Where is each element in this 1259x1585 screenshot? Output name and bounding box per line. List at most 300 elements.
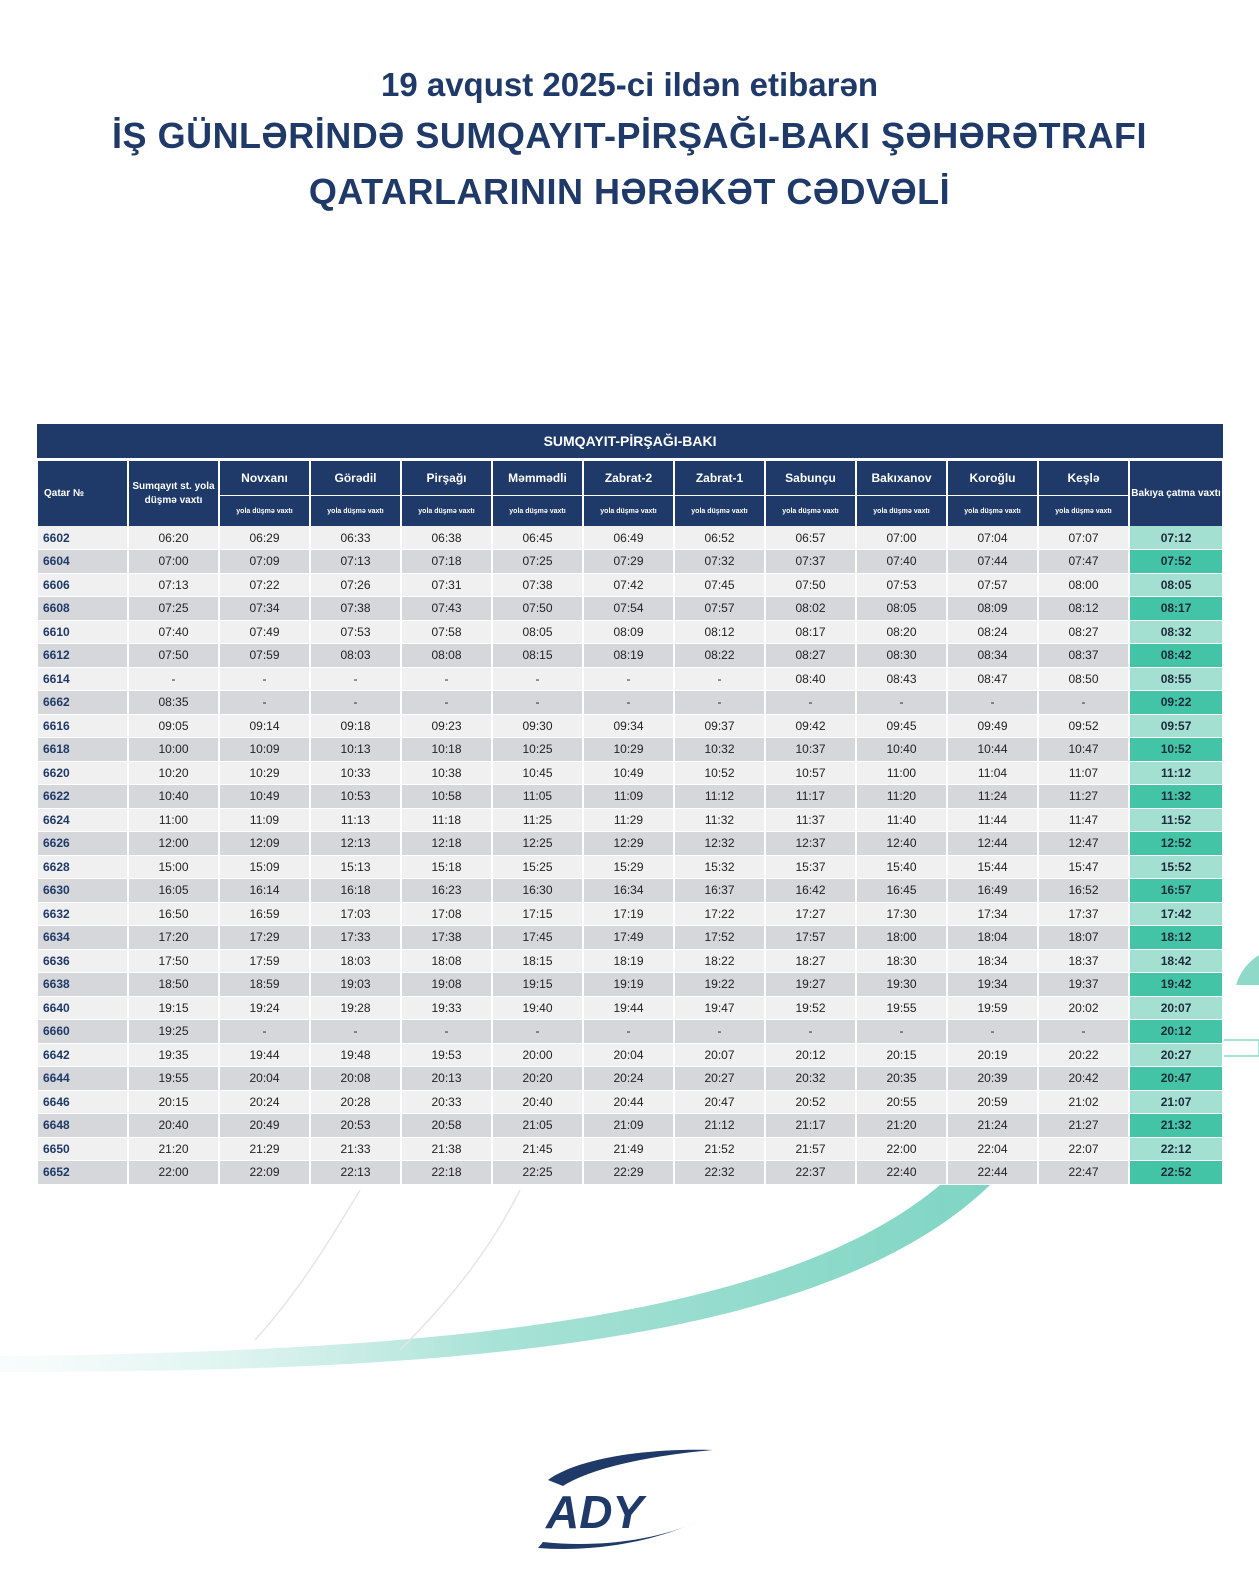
schedule-body xyxy=(37,526,1223,1184)
arrival-time: 11:12 xyxy=(1129,761,1223,785)
departure-time: 18:03 xyxy=(310,949,401,973)
departure-time: 20:39 xyxy=(947,1067,1038,1091)
departure-time: 16:50 xyxy=(128,902,219,926)
schedule-table xyxy=(36,424,1224,1185)
departure-time: 07:40 xyxy=(128,620,219,644)
arrival-time: 22:12 xyxy=(1129,1137,1223,1161)
departure-time: 17:22 xyxy=(674,902,765,926)
departure-time: 11:05 xyxy=(492,785,583,809)
train-number-header: Qatar № xyxy=(37,460,128,527)
departure-time: 21:24 xyxy=(947,1114,1038,1138)
train-number: 6636 xyxy=(37,949,128,973)
station-subheader: yola düşmə vaxtı xyxy=(856,496,947,527)
departure-time: 08:05 xyxy=(492,620,583,644)
departure-time: 10:09 xyxy=(219,738,310,762)
departure-time: 17:08 xyxy=(401,902,492,926)
departure-time: 22:40 xyxy=(856,1161,947,1185)
departure-time: 19:35 xyxy=(128,1043,219,1067)
departure-time: 07:00 xyxy=(128,550,219,574)
train-number: 6616 xyxy=(37,714,128,738)
departure-time: 16:23 xyxy=(401,879,492,903)
departure-time: 16:49 xyxy=(947,879,1038,903)
departure-time: 17:20 xyxy=(128,926,219,950)
departure-time: 07:53 xyxy=(856,573,947,597)
departure-time: 20:12 xyxy=(765,1043,856,1067)
departure-time: 18:34 xyxy=(947,949,1038,973)
departure-time: 19:37 xyxy=(1038,973,1129,997)
departure-time: 07:50 xyxy=(765,573,856,597)
departure-time: 07:13 xyxy=(310,550,401,574)
departure-time: 12:09 xyxy=(219,832,310,856)
logo-text: ADY xyxy=(546,1486,644,1538)
table-row xyxy=(37,1114,1223,1138)
table-row xyxy=(37,973,1223,997)
departure-time: 10:57 xyxy=(765,761,856,785)
train-number: 6608 xyxy=(37,597,128,621)
departure-time: 07:38 xyxy=(310,597,401,621)
departure-time: 10:20 xyxy=(128,761,219,785)
departure-time: 08:08 xyxy=(401,644,492,668)
departure-time: 06:38 xyxy=(401,526,492,550)
departure-time: 17:37 xyxy=(1038,902,1129,926)
departure-time: 19:59 xyxy=(947,996,1038,1020)
departure-time: 07:29 xyxy=(583,550,674,574)
departure-time: 15:18 xyxy=(401,855,492,879)
departure-time: 09:52 xyxy=(1038,714,1129,738)
departure-time: 07:59 xyxy=(219,644,310,668)
arrival-header: Bakıya çatma vaxtı xyxy=(1129,460,1223,527)
departure-time: 20:47 xyxy=(674,1090,765,1114)
arrival-time: 16:57 xyxy=(1129,879,1223,903)
departure-time: 06:57 xyxy=(765,526,856,550)
departure-time: 22:04 xyxy=(947,1137,1038,1161)
departure-time: 07:37 xyxy=(765,550,856,574)
departure-time: 15:40 xyxy=(856,855,947,879)
departure-time: 16:34 xyxy=(583,879,674,903)
table-row xyxy=(37,996,1223,1020)
train-number: 6602 xyxy=(37,526,128,550)
departure-time: - xyxy=(401,691,492,715)
departure-time: 12:37 xyxy=(765,832,856,856)
departure-time: 20:28 xyxy=(310,1090,401,1114)
departure-time: 11:13 xyxy=(310,808,401,832)
departure-time: 22:13 xyxy=(310,1161,401,1185)
departure-time: 20:02 xyxy=(1038,996,1129,1020)
departure-time: 07:38 xyxy=(492,573,583,597)
departure-time: 10:40 xyxy=(856,738,947,762)
train-number: 6632 xyxy=(37,902,128,926)
departure-time: 06:29 xyxy=(219,526,310,550)
table-row xyxy=(37,1161,1223,1185)
departure-time: 21:27 xyxy=(1038,1114,1129,1138)
departure-time: - xyxy=(1038,691,1129,715)
train-number: 6606 xyxy=(37,573,128,597)
departure-time: 12:13 xyxy=(310,832,401,856)
departure-time: 06:52 xyxy=(674,526,765,550)
departure-time: 19:55 xyxy=(128,1067,219,1091)
arrival-time: 08:42 xyxy=(1129,644,1223,668)
departure-time: - xyxy=(219,691,310,715)
train-number: 6610 xyxy=(37,620,128,644)
departure-time: 18:30 xyxy=(856,949,947,973)
departure-time: 17:29 xyxy=(219,926,310,950)
departure-time: 06:20 xyxy=(128,526,219,550)
table-row xyxy=(37,550,1223,574)
train-number: 6624 xyxy=(37,808,128,832)
train-number: 6618 xyxy=(37,738,128,762)
departure-time: 15:25 xyxy=(492,855,583,879)
table-row xyxy=(37,1020,1223,1044)
departure-time: 08:27 xyxy=(1038,620,1129,644)
station-subheader: yola düşmə vaxtı xyxy=(765,496,856,527)
departure-time: - xyxy=(674,691,765,715)
departure-time: - xyxy=(583,691,674,715)
station-header: Məmmədli xyxy=(492,460,583,496)
departure-time: 19:08 xyxy=(401,973,492,997)
arrival-time: 09:57 xyxy=(1129,714,1223,738)
train-number: 6628 xyxy=(37,855,128,879)
arrival-time: 07:52 xyxy=(1129,550,1223,574)
departure-time: 08:30 xyxy=(856,644,947,668)
departure-time: 08:17 xyxy=(765,620,856,644)
departure-time: 11:18 xyxy=(401,808,492,832)
train-number: 6662 xyxy=(37,691,128,715)
departure-time: 10:00 xyxy=(128,738,219,762)
departure-time: 11:37 xyxy=(765,808,856,832)
train-number: 6642 xyxy=(37,1043,128,1067)
table-row xyxy=(37,597,1223,621)
table-row xyxy=(37,620,1223,644)
departure-time: 11:29 xyxy=(583,808,674,832)
departure-time: 21:20 xyxy=(856,1114,947,1138)
departure-time: 09:34 xyxy=(583,714,674,738)
departure-time: 21:38 xyxy=(401,1137,492,1161)
table-row xyxy=(37,1043,1223,1067)
departure-time: 17:59 xyxy=(219,949,310,973)
departure-time: - xyxy=(674,667,765,691)
departure-time: 19:52 xyxy=(765,996,856,1020)
departure-time: 17:38 xyxy=(401,926,492,950)
departure-time: 18:08 xyxy=(401,949,492,973)
departure-time: 20:33 xyxy=(401,1090,492,1114)
route-title: SUMQAYIT-PİRŞAĞI-BAKI xyxy=(37,424,1223,460)
arrival-time: 08:05 xyxy=(1129,573,1223,597)
departure-time: 22:25 xyxy=(492,1161,583,1185)
departure-time: 07:42 xyxy=(583,573,674,597)
station-subheader: yola düşmə vaxtı xyxy=(401,496,492,527)
departure-time: 19:22 xyxy=(674,973,765,997)
departure-time: 07:54 xyxy=(583,597,674,621)
arrival-time: 08:17 xyxy=(1129,597,1223,621)
departure-time: 10:49 xyxy=(583,761,674,785)
table-row xyxy=(37,667,1223,691)
departure-time: 19:28 xyxy=(310,996,401,1020)
station-header: Pirşağı xyxy=(401,460,492,496)
departure-time: 20:49 xyxy=(219,1114,310,1138)
departure-time: 07:13 xyxy=(128,573,219,597)
departure-time: 19:27 xyxy=(765,973,856,997)
departure-time: 08:05 xyxy=(856,597,947,621)
station-header: Zabrat-2 xyxy=(583,460,674,496)
schedule-table-container xyxy=(36,424,1222,1185)
departure-time: 17:19 xyxy=(583,902,674,926)
departure-time: 20:13 xyxy=(401,1067,492,1091)
departure-time: - xyxy=(765,691,856,715)
departure-time: 17:49 xyxy=(583,926,674,950)
departure-time: 10:32 xyxy=(674,738,765,762)
train-number: 6640 xyxy=(37,996,128,1020)
arrival-time: 07:12 xyxy=(1129,526,1223,550)
departure-time: 20:24 xyxy=(219,1090,310,1114)
train-number: 6646 xyxy=(37,1090,128,1114)
departure-time: 07:47 xyxy=(1038,550,1129,574)
arrival-time: 11:52 xyxy=(1129,808,1223,832)
departure-time: 21:45 xyxy=(492,1137,583,1161)
departure-time: 16:59 xyxy=(219,902,310,926)
departure-time: 11:24 xyxy=(947,785,1038,809)
arrival-time: 15:52 xyxy=(1129,855,1223,879)
departure-time: 11:07 xyxy=(1038,761,1129,785)
departure-time: 09:42 xyxy=(765,714,856,738)
table-row xyxy=(37,902,1223,926)
departure-time: 07:09 xyxy=(219,550,310,574)
table-row xyxy=(37,1090,1223,1114)
departure-time: 11:09 xyxy=(583,785,674,809)
departure-time: 07:49 xyxy=(219,620,310,644)
departure-time: 20:53 xyxy=(310,1114,401,1138)
departure-time: 20:55 xyxy=(856,1090,947,1114)
departure-time: 10:29 xyxy=(583,738,674,762)
departure-time: 19:44 xyxy=(219,1043,310,1067)
departure-time: 08:35 xyxy=(128,691,219,715)
departure-time: 22:47 xyxy=(1038,1161,1129,1185)
arrival-time: 09:22 xyxy=(1129,691,1223,715)
departure-time: 10:52 xyxy=(674,761,765,785)
arrival-time: 21:07 xyxy=(1129,1090,1223,1114)
station-subheader: yola düşmə vaxtı xyxy=(583,496,674,527)
departure-time: 10:44 xyxy=(947,738,1038,762)
train-number: 6638 xyxy=(37,973,128,997)
arrival-time: 08:55 xyxy=(1129,667,1223,691)
arrival-time: 22:52 xyxy=(1129,1161,1223,1185)
departure-time: 09:18 xyxy=(310,714,401,738)
table-row xyxy=(37,879,1223,903)
departure-time: 08:27 xyxy=(765,644,856,668)
departure-time: 10:18 xyxy=(401,738,492,762)
departure-time: 10:40 xyxy=(128,785,219,809)
table-row xyxy=(37,714,1223,738)
departure-time: 12:00 xyxy=(128,832,219,856)
departure-time: 18:27 xyxy=(765,949,856,973)
departure-time: 17:27 xyxy=(765,902,856,926)
train-number: 6622 xyxy=(37,785,128,809)
departure-time: 20:59 xyxy=(947,1090,1038,1114)
departure-time: 21:09 xyxy=(583,1114,674,1138)
departure-time: 20:04 xyxy=(219,1067,310,1091)
departure-time: 10:37 xyxy=(765,738,856,762)
departure-time: 20:40 xyxy=(128,1114,219,1138)
departure-time: 08:22 xyxy=(674,644,765,668)
departure-time: 20:32 xyxy=(765,1067,856,1091)
departure-time: 07:57 xyxy=(947,573,1038,597)
departure-time: 21:12 xyxy=(674,1114,765,1138)
departure-time: 08:09 xyxy=(947,597,1038,621)
page-subtitle: QATARLARININ HƏRƏKƏT CƏDVƏLİ xyxy=(308,171,951,212)
departure-time: 19:03 xyxy=(310,973,401,997)
departure-time: 09:45 xyxy=(856,714,947,738)
departure-time: 08:47 xyxy=(947,667,1038,691)
departure-time: 11:40 xyxy=(856,808,947,832)
departure-time: 11:20 xyxy=(856,785,947,809)
departure-time: 08:40 xyxy=(765,667,856,691)
departure-time: 19:19 xyxy=(583,973,674,997)
train-number: 6620 xyxy=(37,761,128,785)
departure-time: 16:14 xyxy=(219,879,310,903)
departure-time: 08:34 xyxy=(947,644,1038,668)
departure-time: 18:00 xyxy=(856,926,947,950)
departure-time: 20:44 xyxy=(583,1090,674,1114)
departure-time: 16:42 xyxy=(765,879,856,903)
departure-time: 08:00 xyxy=(1038,573,1129,597)
departure-time: 12:29 xyxy=(583,832,674,856)
train-number: 6630 xyxy=(37,879,128,903)
departure-time: 15:13 xyxy=(310,855,401,879)
departure-time: 20:27 xyxy=(674,1067,765,1091)
train-number: 6650 xyxy=(37,1137,128,1161)
departure-time: 07:25 xyxy=(492,550,583,574)
departure-time: - xyxy=(310,667,401,691)
table-row xyxy=(37,785,1223,809)
departure-time: - xyxy=(401,667,492,691)
departure-time: 18:15 xyxy=(492,949,583,973)
departure-time: 10:49 xyxy=(219,785,310,809)
departure-time: 21:52 xyxy=(674,1137,765,1161)
departure-time: 07:53 xyxy=(310,620,401,644)
departure-time: 22:00 xyxy=(856,1137,947,1161)
departure-time: 21:49 xyxy=(583,1137,674,1161)
table-row xyxy=(37,644,1223,668)
station-header: Bakıxanov xyxy=(856,460,947,496)
departure-time: 11:17 xyxy=(765,785,856,809)
departure-time: - xyxy=(401,1020,492,1044)
departure-time: 17:15 xyxy=(492,902,583,926)
departure-time: 16:45 xyxy=(856,879,947,903)
departure-time: 11:04 xyxy=(947,761,1038,785)
arrival-time: 17:42 xyxy=(1129,902,1223,926)
departure-time: 08:09 xyxy=(583,620,674,644)
departure-time: - xyxy=(128,667,219,691)
table-row xyxy=(37,1137,1223,1161)
departure-time: 07:31 xyxy=(401,573,492,597)
departure-time: - xyxy=(765,1020,856,1044)
departure-time: 07:57 xyxy=(674,597,765,621)
departure-time: 22:44 xyxy=(947,1161,1038,1185)
departure-time: 22:37 xyxy=(765,1161,856,1185)
departure-time: 08:24 xyxy=(947,620,1038,644)
departure-time: 16:37 xyxy=(674,879,765,903)
departure-time: 19:48 xyxy=(310,1043,401,1067)
departure-time: 16:05 xyxy=(128,879,219,903)
departure-time: 21:29 xyxy=(219,1137,310,1161)
departure-time: 06:49 xyxy=(583,526,674,550)
departure-time: 17:03 xyxy=(310,902,401,926)
departure-time: 20:15 xyxy=(856,1043,947,1067)
train-number: 6626 xyxy=(37,832,128,856)
station-subheader: yola düşmə vaxtı xyxy=(219,496,310,527)
departure-time: 18:37 xyxy=(1038,949,1129,973)
departure-time: 07:44 xyxy=(947,550,1038,574)
departure-time: 20:58 xyxy=(401,1114,492,1138)
departure-time: 08:43 xyxy=(856,667,947,691)
departure-time: 12:25 xyxy=(492,832,583,856)
departure-time: 11:00 xyxy=(856,761,947,785)
station-header: Sabunçu xyxy=(765,460,856,496)
departure-time: 19:25 xyxy=(128,1020,219,1044)
station-subheader: yola düşmə vaxtı xyxy=(310,496,401,527)
departure-time: 12:44 xyxy=(947,832,1038,856)
departure-time: 09:23 xyxy=(401,714,492,738)
departure-time: 20:42 xyxy=(1038,1067,1129,1091)
departure-time: 20:15 xyxy=(128,1090,219,1114)
station-header: Zabrat-1 xyxy=(674,460,765,496)
departure-time: - xyxy=(492,691,583,715)
departure-time: 12:18 xyxy=(401,832,492,856)
departure-time: 18:04 xyxy=(947,926,1038,950)
station-header: Görədil xyxy=(310,460,401,496)
departure-time: - xyxy=(492,667,583,691)
departure-time: - xyxy=(856,1020,947,1044)
departure-time: 15:44 xyxy=(947,855,1038,879)
departure-time: 10:25 xyxy=(492,738,583,762)
table-row xyxy=(37,808,1223,832)
departure-time: 18:07 xyxy=(1038,926,1129,950)
table-row xyxy=(37,926,1223,950)
departure-time: 10:47 xyxy=(1038,738,1129,762)
departure-time: 08:50 xyxy=(1038,667,1129,691)
departure-time: 19:33 xyxy=(401,996,492,1020)
arrival-time: 10:52 xyxy=(1129,738,1223,762)
departure-time: - xyxy=(947,1020,1038,1044)
departure-time: 11:00 xyxy=(128,808,219,832)
departure-time: 15:00 xyxy=(128,855,219,879)
page-title: İŞ GÜNLƏRİNDƏ SUMQAYIT-PİRŞAĞI-BAKI ŞƏHƏRƏTRAFI xyxy=(112,115,1147,156)
departure-time: 22:18 xyxy=(401,1161,492,1185)
departure-time: - xyxy=(1038,1020,1129,1044)
departure-time: 07:45 xyxy=(674,573,765,597)
departure-time: 19:55 xyxy=(856,996,947,1020)
departure-time: 10:53 xyxy=(310,785,401,809)
train-number: 6634 xyxy=(37,926,128,950)
first-station-header: Sumqayıt st. yola düşmə vaxtı xyxy=(128,460,219,527)
departure-time: 16:52 xyxy=(1038,879,1129,903)
departure-time: - xyxy=(583,1020,674,1044)
train-number: 6644 xyxy=(37,1067,128,1091)
departure-time: 08:20 xyxy=(856,620,947,644)
departure-time: 20:07 xyxy=(674,1043,765,1067)
table-row xyxy=(37,949,1223,973)
departure-time: 21:57 xyxy=(765,1137,856,1161)
departure-time: 19:40 xyxy=(492,996,583,1020)
departure-time: 17:34 xyxy=(947,902,1038,926)
departure-time: 07:40 xyxy=(856,550,947,574)
departure-time: 07:58 xyxy=(401,620,492,644)
departure-time: 22:09 xyxy=(219,1161,310,1185)
departure-time: 07:32 xyxy=(674,550,765,574)
departure-time: - xyxy=(674,1020,765,1044)
departure-time: 19:47 xyxy=(674,996,765,1020)
departure-time: 20:24 xyxy=(583,1067,674,1091)
table-row xyxy=(37,855,1223,879)
